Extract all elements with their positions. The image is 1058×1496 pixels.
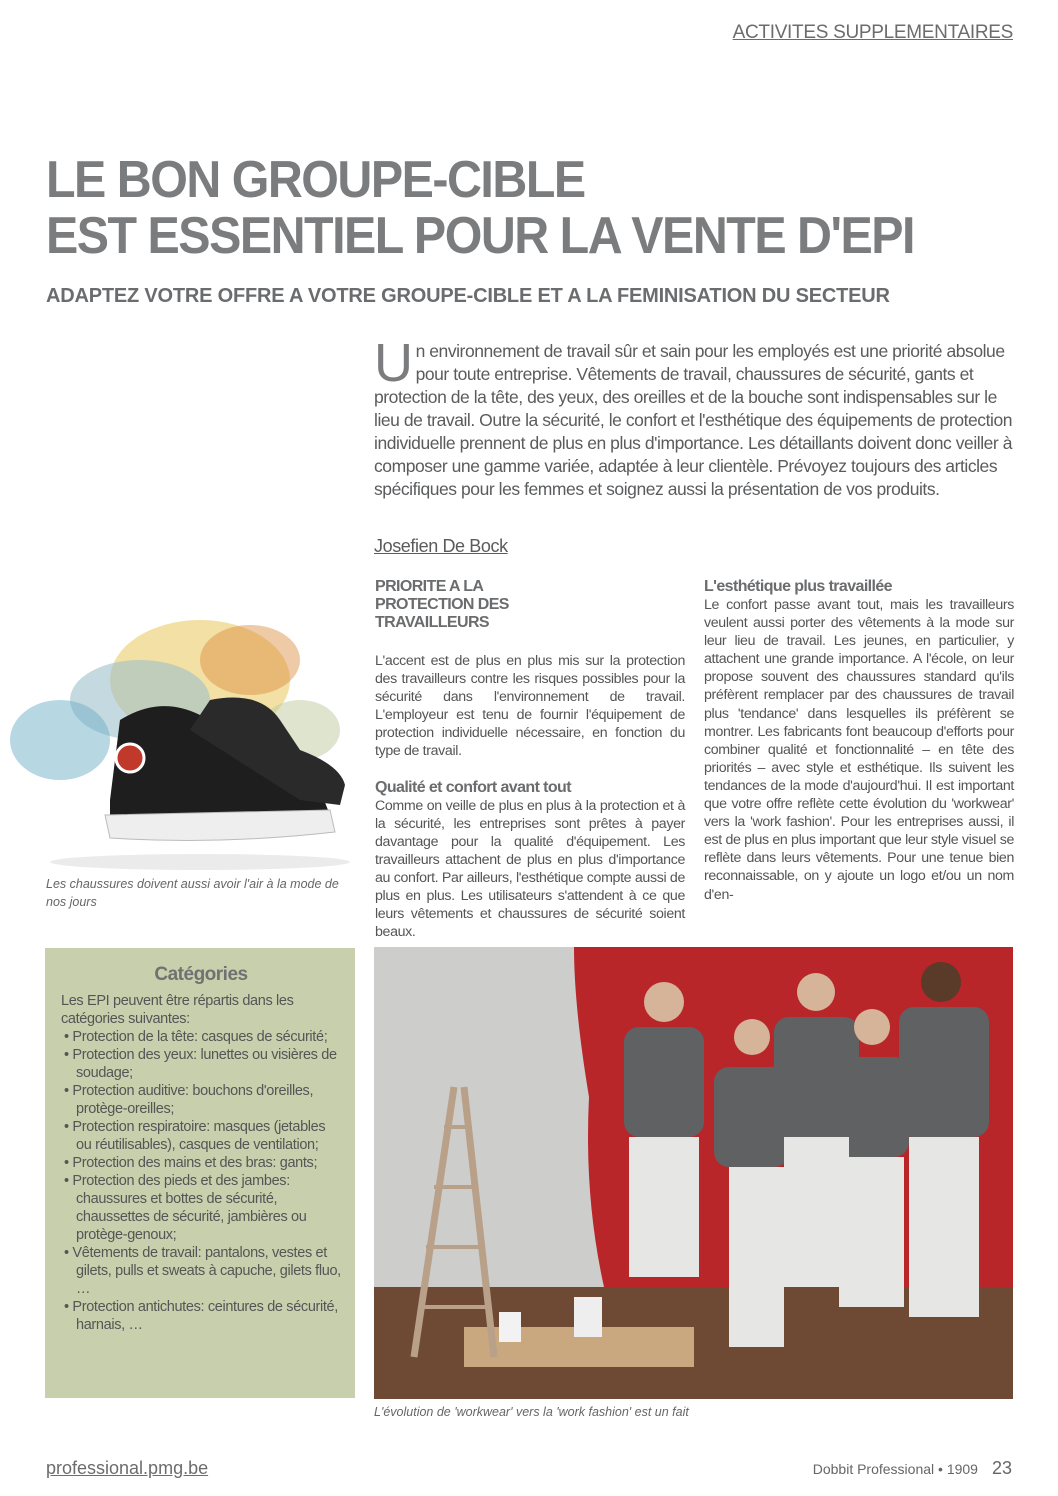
categories-box [45, 948, 355, 1398]
list-item: • Protection antichutes: ceintures de sécurité, harnais, … [61, 1298, 341, 1334]
shoe-caption: Les chaussures doivent aussi avoir l'air à la mode de nos jours [46, 877, 339, 909]
intro-paragraph [374, 333, 1014, 501]
title-line-2: EST ESSENTIEL POUR LA VENTE D'EPI [46, 207, 914, 265]
team-photo [374, 947, 1013, 1399]
list-item: • Protection de la tête: casques de sécurité; [61, 1028, 341, 1046]
categories-list [61, 1028, 341, 1334]
page-number: 23 [991, 1458, 1012, 1478]
publication-name: Dobbit Professional • 1909 [812, 1461, 978, 1477]
categories-intro: Les EPI peuvent être répartis dans les catégories suivantes: [61, 993, 294, 1027]
intro-text: n environnement de travail sûr et sain pour les employés est une priorité absolue pour toute entreprise. Vêtements de travail, chaussures de sécurité, gants et protection de la tête, des yeux, des oreilles et de la bouche sont indispensables sur le lieu de travail. Outre la sécurité, le confort et l'esthétique des équipements de protection individuelle prennent de plus en plus d'importance. Les détaillants doivent donc veiller à composer une gamme variée, adaptée à leur clientèle. Prévoyez toujours des articles spécifiques pour les femmes et soignez aussi la présentation de vos produits. [374, 341, 1013, 499]
footer-site-link[interactable]: professional.pmg.be [46, 1458, 209, 1478]
title-line-1: LE BON GROUPE-CIBLE [46, 151, 585, 209]
page-title [46, 152, 914, 264]
section-heading: PRIORITE A LA PROTECTION DES TRAVAILLEURS [375, 578, 509, 631]
subtitle: ADAPTEZ VOTRE OFFRE A VOTRE GROUPE-CIBLE ET A LA FEMINISATION DU SECTEUR [46, 285, 890, 307]
section-heading: L'esthétique plus travaillée [704, 578, 892, 595]
footer-publication [813, 1458, 1012, 1479]
drop-cap: U [374, 333, 413, 393]
categories-title: Catégories [154, 964, 248, 985]
list-item: • Protection des mains et des bras: gants; [61, 1154, 341, 1172]
list-item: • Protection respiratoire: masques (jetables ou réutilisables), casques de ventilation; [61, 1118, 341, 1154]
section-link[interactable]: ACTIVITES SUPPLEMENTAIRES [732, 22, 1013, 43]
list-item: • Protection auditive: bouchons d'oreilles, protège-oreilles; [61, 1082, 341, 1118]
section-text: L'accent est de plus en plus mis sur la protection des travailleurs contre les risques possibles pour la sécurité dans l'environnement de travail. L'employeur est tenu de fournir l'équipement de protection individuelle nécessaire, en fonction du type de travail. [375, 653, 685, 760]
list-item: • Protection des yeux: lunettes ou visières de soudage; [61, 1046, 341, 1082]
column-1 [375, 578, 685, 941]
author-link[interactable]: Josefien De Bock [374, 536, 508, 556]
shoe-image [0, 600, 352, 872]
section-heading: Qualité et confort avant tout [375, 778, 571, 796]
list-item: • Vêtements de travail: pantalons, vestes et gilets, pulls et sweats à capuche, gilets fluo, … [61, 1244, 341, 1298]
list-item: • Protection des pieds et des jambes: chaussures et bottes de sécurité, chaussettes de sécurité, jambières ou protège-genoux; [61, 1172, 341, 1244]
column-2 [704, 578, 1014, 904]
section-text: Comme on veille de plus en plus à la protection et à la sécurité, les entreprises sont prêtes à payer davantage pour la qualité d'équipement. Les travailleurs attachent de plus en plus d'importance au confort. Par ailleurs, l'esthétique compte aussi de plus en plus. Les utilisateurs s'attendent à ce que leurs vêtements et chaussures de sécurité soient beaux. [375, 797, 685, 941]
section-text: Le confort passe avant tout, mais les travailleurs veulent aussi porter des vêtements à la mode sur leur lieu de travail. Les jeunes, en particulier, y attachent une grande importance. A l'école, on leur propose souvent des chaussures standard qu'ils préfèrent remplacer par des chaussures de travail plus 'tendance' dans lesquelles ils préfèrent se montrer. Les fabricants font beaucoup d'efforts pour combiner qualité et fonctionnalité – en tête des priorités – avec style et esthétique. Ils suivent les tendances de la mode d'aujourd'hui. Il est important que votre offre reflète cette évolution du 'workwear' vers la 'work fashion'. Pour les entreprises aussi, il est de plus en plus important que leur style visuel se reflète dans leurs vêtements. Pour une tenue bien reconnaissable, on y ajoute un logo et/ou un nom d'en- [704, 597, 1014, 903]
team-caption: L'évolution de 'workwear' vers la 'work fashion' est un fait [374, 1405, 689, 1419]
